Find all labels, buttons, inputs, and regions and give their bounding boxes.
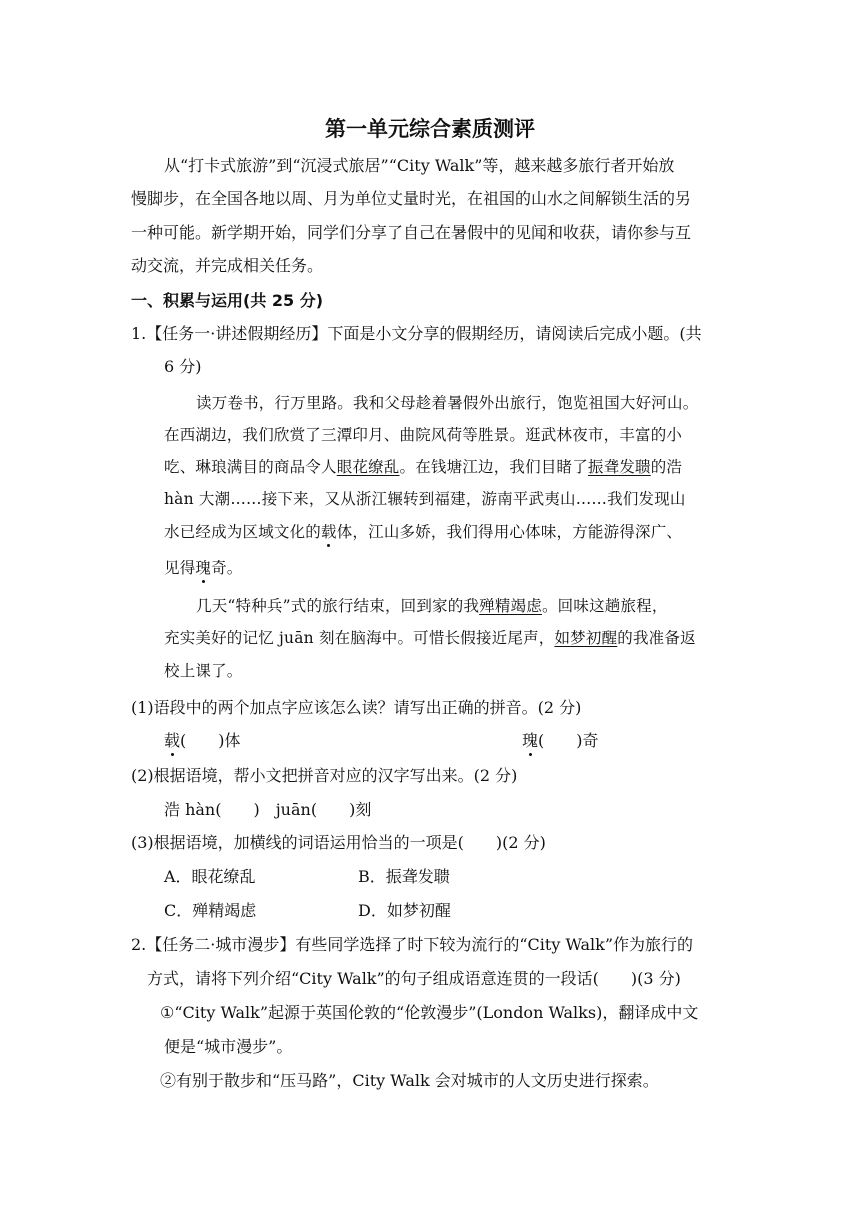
underlined-phrase: 如梦初醒 (554, 629, 618, 647)
dotted-character: 载 (164, 731, 181, 750)
intro-line-2: 慢脚步，在全国各地以周、月为单位丈量时光，在祖国的山水之间解锁生活的另 (131, 189, 692, 208)
underlined-phrase: 振聋发聩 (587, 458, 651, 476)
underlined-phrase: 眼花缭乱 (336, 458, 400, 476)
question-1-stem-line-1: 1.【任务一·讲述假期经历】下面是小文分享的假期经历，请阅读后完成小题。(共 (131, 324, 702, 343)
passage-line: hàn 大潮……接下来，又从浙江辗转到福建，游南平武夷山……我们发现山 (164, 490, 686, 508)
passage-text: 几天“特种兵”式的旅行结束，回到家的我 (196, 597, 480, 615)
blank-text: ( )体 (180, 731, 241, 750)
sentence-item-1: ①“City Walk”起源于英国伦敦的“伦敦漫步”(London Walks)，翻译成中文 (160, 1003, 699, 1022)
passage-line (164, 628, 696, 648)
answer-blank-2 (522, 731, 599, 751)
passage-text: 。回味这趟旅程， (541, 597, 668, 615)
intro-line-3: 一种可能。新学期开始，同学们分享了自己在暑假中的见闻和收获，请你参与互 (131, 223, 692, 242)
intro-line-4: 动交流，并完成相关任务。 (131, 256, 324, 275)
option-d: D．如梦初醒 (358, 901, 451, 920)
sentence-item-1-cont: 便是“城市漫步”。 (164, 1037, 293, 1056)
dotted-character: 瑰 (522, 731, 539, 750)
passage-line (196, 596, 668, 616)
sub-question-3: (3)根据语境，加横线的词语运用恰当的一项是( )(2 分) (131, 833, 546, 852)
passage-text: 的我准备返 (617, 629, 696, 647)
page-title: 第一单元综合素质测评 (325, 117, 535, 141)
passage-line (164, 558, 243, 578)
underlined-phrase: 殚精竭虑 (479, 597, 542, 615)
blank-text: ( )奇 (538, 731, 599, 750)
sentence-item-2: ②有别于散步和“压马路”，City Walk 会对城市的人文历史进行探索。 (160, 1071, 659, 1090)
option-b: B．振聋发聩 (358, 867, 450, 886)
intro-line-1: 从“打卡式旅游”到“沉浸式旅居”“City Walk”等，越来越多旅行者开始放 (164, 156, 675, 175)
answer-blank-1 (164, 731, 241, 751)
dotted-character: 载 (321, 523, 337, 541)
passage-text: 的浩 (650, 458, 683, 476)
section-heading: 一、积累与运用(共 25 分) (131, 291, 324, 310)
question-1-stem-line-2: 6 分) (164, 357, 202, 376)
sub-question-2: (2)根据语境，帮小文把拼音对应的汉字写出来。(2 分) (131, 766, 518, 785)
passage-text: 奇。 (211, 559, 243, 577)
passage-line (164, 457, 682, 477)
option-a: A．眼花缭乱 (164, 867, 256, 886)
passage-text: 充实美好的记忆 juān 刻在脑海中。可惜长假接近尾声， (164, 629, 555, 647)
answer-blank-3: 浩 hàn( ) juān( )刻 (164, 800, 372, 819)
question-2-stem-line-2: 方式，请将下列介绍“City Walk”的句子组成语意连贯的一段话( )(3 分) (147, 969, 681, 988)
passage-text: 体，江山多娇，我们得用心体味，方能游得深广、 (336, 523, 683, 541)
passage-text: 水已经成为区域文化的 (164, 523, 322, 541)
sub-question-1: (1)语段中的两个加点字应该怎么读？请写出正确的拼音。(2 分) (131, 698, 582, 717)
dotted-character: 瑰 (195, 559, 212, 577)
question-2-stem-line-1: 2.【任务二·城市漫步】有些同学选择了时下较为流行的“City Walk”作为旅行的 (131, 935, 694, 954)
passage-line: 校上课了。 (164, 662, 243, 680)
option-c: C．殚精竭虑 (164, 901, 257, 920)
passage-line: 在西湖边，我们欣赏了三潭印月、曲院风荷等胜景。逛武林夜市，丰富的小 (164, 426, 683, 444)
passage-text: 见得 (164, 559, 196, 577)
passage-line: 读万卷书，行万里路。我和父母趁着暑假外出旅行，饱览祖国大好河山。 (196, 394, 699, 412)
passage-text: 吃、琳琅满目的商品令人 (164, 458, 337, 476)
passage-line (164, 522, 682, 542)
passage-text: 。在钱塘江边，我们目睹了 (399, 458, 588, 476)
